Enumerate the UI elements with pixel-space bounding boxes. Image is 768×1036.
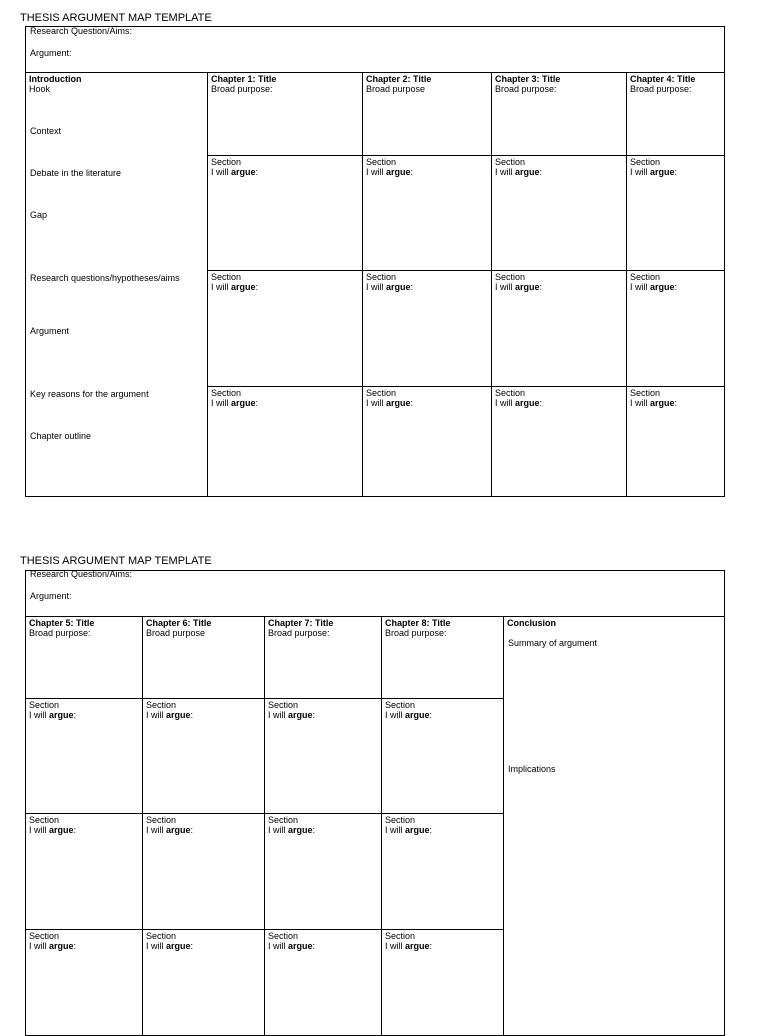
argue-prefix: I will xyxy=(385,710,405,720)
section-cell xyxy=(264,699,315,720)
argue-prefix: I will xyxy=(29,710,49,720)
argue-suffix: : xyxy=(429,710,433,720)
section-cell xyxy=(207,387,258,408)
argue-bold: argue xyxy=(166,941,191,951)
argument-label: Argument: xyxy=(30,591,72,601)
section-label: Section xyxy=(366,272,397,282)
section-cell xyxy=(264,930,315,951)
chapter-purpose: Broad purpose: xyxy=(29,628,91,638)
argue-prefix: I will xyxy=(211,167,231,177)
conclusion-column xyxy=(503,617,556,628)
section-cell xyxy=(25,814,76,835)
chapter-header xyxy=(142,617,211,638)
argue-line xyxy=(211,398,258,408)
section-label: Section xyxy=(146,931,177,941)
chapter-title: Chapter 3: Title xyxy=(495,74,561,84)
argue-line xyxy=(146,825,193,835)
argue-bold: argue xyxy=(288,710,313,720)
chapter-title: Chapter 1: Title xyxy=(211,74,277,84)
argue-line xyxy=(29,825,76,835)
argue-prefix: I will xyxy=(385,825,405,835)
argue-suffix: : xyxy=(190,825,194,835)
argue-bold: argue xyxy=(650,167,675,177)
argue-line xyxy=(495,398,542,408)
argue-suffix: : xyxy=(539,398,543,408)
argue-line xyxy=(385,941,432,951)
argue-bold: argue xyxy=(231,167,256,177)
argue-line xyxy=(29,710,76,720)
argue-line xyxy=(211,167,258,177)
section-label: Section xyxy=(211,388,242,398)
argue-bold: argue xyxy=(49,941,74,951)
section-label: Section xyxy=(385,815,416,825)
argue-line xyxy=(385,825,432,835)
page-title: THESIS ARGUMENT MAP TEMPLATE xyxy=(20,555,212,567)
section-label: Section xyxy=(495,272,526,282)
chapter-title: Chapter 4: Title xyxy=(630,74,696,84)
argue-prefix: I will xyxy=(146,941,166,951)
section-label: Section xyxy=(146,700,177,710)
section-label: Section xyxy=(146,815,177,825)
section-cell xyxy=(491,387,542,408)
section-cell xyxy=(626,271,677,292)
argue-line xyxy=(366,282,413,292)
section-cell xyxy=(491,156,542,177)
argue-bold: argue xyxy=(650,398,675,408)
argue-suffix: : xyxy=(410,398,414,408)
argue-line xyxy=(146,941,193,951)
argue-prefix: I will xyxy=(495,167,515,177)
conclusion-item-summary: Summary of argument xyxy=(508,638,598,648)
argue-prefix: I will xyxy=(211,398,231,408)
argue-suffix: : xyxy=(312,941,316,951)
argue-prefix: I will xyxy=(29,825,49,835)
chapter-header xyxy=(207,73,276,94)
section-label: Section xyxy=(630,272,661,282)
intro-item-hook: Hook xyxy=(29,84,51,94)
section-label: Section xyxy=(268,931,299,941)
section-cell xyxy=(362,156,413,177)
section-cell xyxy=(25,930,76,951)
argue-line xyxy=(268,710,315,720)
chapter-title: Chapter 2: Title xyxy=(366,74,432,84)
argue-prefix: I will xyxy=(366,398,386,408)
intro-item-argument: Argument xyxy=(30,326,70,336)
argue-prefix: I will xyxy=(630,282,650,292)
chapter-title: Chapter 8: Title xyxy=(385,618,451,628)
section-label: Section xyxy=(385,931,416,941)
chapter-header xyxy=(264,617,333,638)
argue-suffix: : xyxy=(255,282,259,292)
intro-item-gap: Gap xyxy=(30,210,48,220)
argue-suffix: : xyxy=(539,167,543,177)
argue-suffix: : xyxy=(190,941,194,951)
argue-suffix: : xyxy=(255,167,259,177)
argue-suffix: : xyxy=(539,282,543,292)
chapter-title: Chapter 5: Title xyxy=(29,618,95,628)
section-label: Section xyxy=(211,272,242,282)
argue-suffix: : xyxy=(255,398,259,408)
argue-bold: argue xyxy=(515,167,540,177)
section-cell xyxy=(142,814,193,835)
section-cell xyxy=(207,156,258,177)
argue-line xyxy=(630,167,677,177)
argue-prefix: I will xyxy=(366,282,386,292)
argue-line xyxy=(146,710,193,720)
section-label: Section xyxy=(495,388,526,398)
argue-suffix: : xyxy=(674,167,678,177)
chapter-header xyxy=(362,73,431,94)
section-cell xyxy=(381,814,432,835)
chapter-purpose: Broad purpose xyxy=(146,628,206,638)
chapter-purpose: Broad purpose: xyxy=(268,628,330,638)
argue-line xyxy=(268,825,315,835)
section-label: Section xyxy=(29,931,60,941)
introduction-column xyxy=(25,73,82,94)
argue-suffix: : xyxy=(73,710,77,720)
argue-bold: argue xyxy=(231,282,256,292)
argue-bold: argue xyxy=(288,825,313,835)
argue-bold: argue xyxy=(515,398,540,408)
argue-suffix: : xyxy=(312,825,316,835)
research-question-label: Research Question/Aims: xyxy=(30,26,133,36)
section-label: Section xyxy=(366,388,397,398)
argue-bold: argue xyxy=(166,710,191,720)
argue-bold: argue xyxy=(405,941,430,951)
argue-suffix: : xyxy=(312,710,316,720)
section-cell xyxy=(142,699,193,720)
argue-line xyxy=(385,710,432,720)
section-label: Section xyxy=(630,157,661,167)
intro-item-debate: Debate in the literature xyxy=(30,168,122,178)
argue-suffix: : xyxy=(410,282,414,292)
section-cell xyxy=(264,814,315,835)
argue-prefix: I will xyxy=(495,398,515,408)
argue-prefix: I will xyxy=(268,825,288,835)
section-label: Section xyxy=(495,157,526,167)
argue-prefix: I will xyxy=(385,941,405,951)
argue-prefix: I will xyxy=(630,167,650,177)
chapter-header xyxy=(491,73,560,94)
chapter-purpose: Broad purpose: xyxy=(495,84,557,94)
argue-suffix: : xyxy=(73,941,77,951)
argue-bold: argue xyxy=(515,282,540,292)
chapter-header xyxy=(25,617,94,638)
argue-line xyxy=(268,941,315,951)
argument-label: Argument: xyxy=(30,48,72,58)
intro-item-context: Context xyxy=(30,126,62,136)
argue-bold: argue xyxy=(386,398,411,408)
argue-bold: argue xyxy=(166,825,191,835)
argue-prefix: I will xyxy=(366,167,386,177)
intro-item-research-questions: Research questions/hypotheses/aims xyxy=(30,273,180,283)
argue-suffix: : xyxy=(73,825,77,835)
section-cell xyxy=(381,699,432,720)
argue-bold: argue xyxy=(405,710,430,720)
introduction-heading: Introduction xyxy=(29,74,82,84)
argue-line xyxy=(495,282,542,292)
chapter-header xyxy=(626,73,695,94)
chapter-purpose: Broad purpose: xyxy=(385,628,447,638)
argue-prefix: I will xyxy=(495,282,515,292)
section-cell xyxy=(626,156,677,177)
page-title: THESIS ARGUMENT MAP TEMPLATE xyxy=(20,12,212,24)
argue-bold: argue xyxy=(49,710,74,720)
section-label: Section xyxy=(366,157,397,167)
conclusion-heading: Conclusion xyxy=(507,618,556,628)
argue-prefix: I will xyxy=(268,710,288,720)
argue-line xyxy=(630,282,677,292)
section-label: Section xyxy=(29,815,60,825)
section-cell xyxy=(491,271,542,292)
argue-prefix: I will xyxy=(146,825,166,835)
argument-map-table xyxy=(25,616,725,1036)
section-cell xyxy=(25,699,76,720)
argue-prefix: I will xyxy=(211,282,231,292)
argue-prefix: I will xyxy=(146,710,166,720)
argue-prefix: I will xyxy=(268,941,288,951)
chapter-header xyxy=(381,617,450,638)
intro-item-key-reasons: Key reasons for the argument xyxy=(30,389,149,399)
chapter-purpose: Broad purpose xyxy=(366,84,426,94)
argue-prefix: I will xyxy=(630,398,650,408)
argue-bold: argue xyxy=(231,398,256,408)
chapter-purpose: Broad purpose: xyxy=(630,84,692,94)
section-label: Section xyxy=(211,157,242,167)
section-label: Section xyxy=(29,700,60,710)
section-cell xyxy=(362,387,413,408)
argue-bold: argue xyxy=(650,282,675,292)
research-question-label: Research Question/Aims: xyxy=(30,569,133,579)
section-label: Section xyxy=(385,700,416,710)
argue-line xyxy=(495,167,542,177)
argue-bold: argue xyxy=(386,282,411,292)
intro-item-chapter-outline: Chapter outline xyxy=(30,431,92,441)
argue-bold: argue xyxy=(49,825,74,835)
argue-line xyxy=(366,167,413,177)
argue-line xyxy=(211,282,258,292)
chapter-title: Chapter 6: Title xyxy=(146,618,212,628)
section-label: Section xyxy=(630,388,661,398)
argue-line xyxy=(630,398,677,408)
chapter-title: Chapter 7: Title xyxy=(268,618,334,628)
argue-prefix: I will xyxy=(29,941,49,951)
argue-bold: argue xyxy=(386,167,411,177)
section-cell xyxy=(626,387,677,408)
argue-suffix: : xyxy=(674,282,678,292)
argue-suffix: : xyxy=(429,825,433,835)
section-cell xyxy=(362,271,413,292)
section-cell xyxy=(381,930,432,951)
section-label: Section xyxy=(268,815,299,825)
argue-line xyxy=(366,398,413,408)
section-cell xyxy=(142,930,193,951)
argue-bold: argue xyxy=(288,941,313,951)
conclusion-item-implications: Implications xyxy=(508,764,556,774)
section-cell xyxy=(207,271,258,292)
argue-bold: argue xyxy=(405,825,430,835)
column-divider xyxy=(503,616,504,1036)
chapter-purpose: Broad purpose: xyxy=(211,84,273,94)
section-label: Section xyxy=(268,700,299,710)
argue-suffix: : xyxy=(429,941,433,951)
argue-suffix: : xyxy=(410,167,414,177)
argue-suffix: : xyxy=(674,398,678,408)
argue-suffix: : xyxy=(190,710,194,720)
argue-line xyxy=(29,941,76,951)
